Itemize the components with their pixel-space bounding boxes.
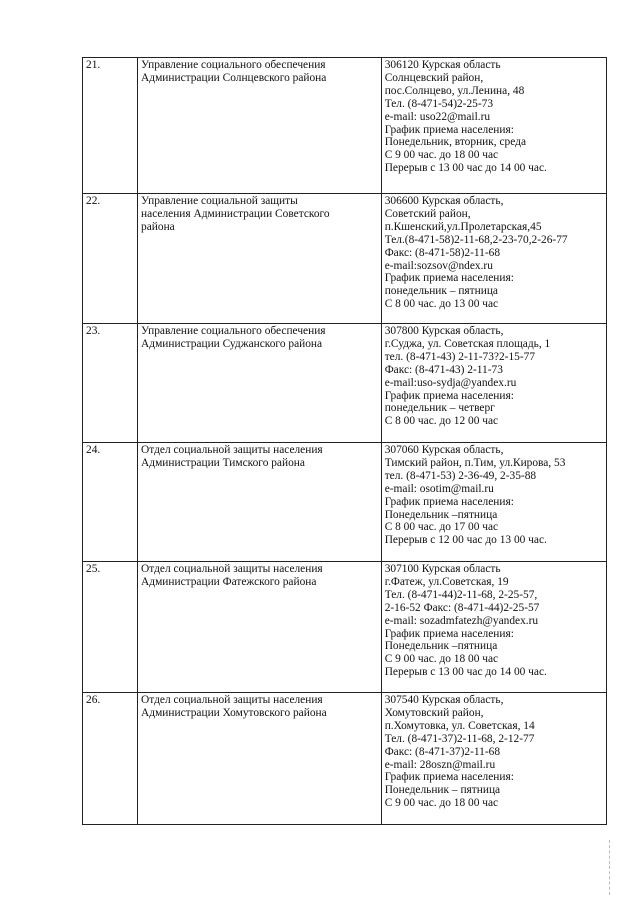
email-line: e-mail:uso-sydja@yandex.ru [384,376,517,389]
address-line: 306600 Курская область, [384,195,504,207]
schedule-hours: С 8 00 час. до 12 00 час [384,415,499,428]
email-line: e-mail: 28oszn@mail.ru [384,758,496,771]
phone-line: Тел.(8-471-58)2-11-68,2-23-70,2-26-77 [384,233,568,246]
address-line: 307060 Курская область, [384,444,504,456]
schedule-days: понедельник – четверг [384,402,495,415]
schedule-days: Понедельник – пятница [384,784,501,797]
schedule-hours: С 8 00 час. до 13 00 час [384,298,499,311]
phone-line: тел. (8-471-43) 2-11-73?2-15-77 [384,350,536,363]
phone-line: тел. (8-471-53) 2-36-49, 2-35-88 [384,469,537,482]
schedule-heading: График приема населения: [384,495,514,508]
organization-name: Отдел социальной защиты населения Администрации Тимского района [138,443,382,562]
schedule-days: Понедельник, вторник, среда [384,136,527,149]
email-line: e-mail: sozadmfatezh@yandex.ru [384,614,539,627]
organization-name: Управление социального обеспечения Администрации Солнцевского района [138,58,382,194]
organization-name: Отдел социальной защиты населения Администрации Хомутовского района [138,693,382,825]
schedule-heading: График приема населения: [384,272,514,285]
address-line: пос.Солнцево, ул.Ленина, 48 [384,84,525,97]
address-line: 306120 Курская область [384,59,501,71]
address-line: 307540 Курская область, [384,694,504,706]
schedule-break: Перерыв с 13 00 час до 14 00 час. [384,666,547,679]
schedule-days: Понедельник –пятница [384,508,498,521]
contact-info [381,693,606,825]
contact-info [381,562,606,693]
email-line: e-mail: uso22@mail.ru [384,110,491,123]
email-line: e-mail: osotim@mail.ru [384,482,494,495]
fax-line: Факс: (8-471-58)2-11-68 [384,246,501,259]
schedule-days: Понедельник –пятница [384,640,498,653]
phone-line: Тел. (8-471-44)2-11-68, 2-25-57, [384,588,538,601]
schedule-hours: С 9 00 час. до 18 00 час [384,653,499,666]
address-line: Солнцевский район, [384,71,484,84]
address-line: Советский район, [384,207,471,220]
table-row [83,324,607,443]
schedule-hours: С 9 00 час. до 18 00 час [384,797,499,810]
address-line: 307100 Курская область [384,563,501,575]
contact-info [381,58,606,194]
address-line: Хомутовский район, [384,706,484,719]
social-services-table [82,57,607,825]
row-number: 21. [83,58,138,194]
row-number: 22. [83,194,138,324]
table-row [83,58,607,194]
address-line: п.Кшенский,ул.Пролетарская,45 [384,220,542,233]
contact-info [381,443,606,562]
schedule-heading: График приема населения: [384,771,514,784]
schedule-break: Перерыв с 12 00 час до 13 00 час. [384,534,547,547]
phone-line: Тел. (8-471-54)2-25-73 [384,97,494,110]
contact-info [381,194,606,324]
address-line: п.Хомутовка, ул. Советская, 14 [384,719,535,732]
organization-name: Отдел социальной защиты населения Администрации Фатежского района [138,562,382,693]
scan-edge-mark [609,840,611,895]
address-line: г.Суджа, ул. Советская площадь, 1 [384,337,551,350]
row-number: 25. [83,562,138,693]
schedule-heading: График приема населения: [384,627,514,640]
contact-info [381,324,606,443]
phone-line: Тел. (8-471-37)2-11-68, 2-12-77 [384,732,535,745]
address-line: г.Фатеж, ул.Советская, 19 [384,575,509,588]
fax-line: Факс: (8-471-43) 2-11-73 [384,363,503,376]
table-row [83,443,607,562]
schedule-heading: График приема населения: [384,123,514,136]
fax-line: 2-16-52 Факс: (8-471-44)2-25-57 [384,601,540,614]
table-row [83,562,607,693]
schedule-break: Перерыв с 13 00 час до 14 00 час. [384,162,547,175]
address-line: Тимский район, п.Тим, ул.Кирова, 53 [384,456,566,469]
schedule-days: понедельник – пятница [384,285,498,298]
table-row [83,194,607,324]
row-number: 23. [83,324,138,443]
row-number: 26. [83,693,138,825]
fax-line: Факс: (8-471-37)2-11-68 [384,745,501,758]
schedule-heading: График приема населения: [384,389,514,402]
schedule-hours: С 8 00 час. до 17 00 час [384,521,499,534]
organization-name: Управление социального обеспечения Администрации Суджанского района [138,324,382,443]
row-number: 24. [83,443,138,562]
email-line: e-mail:sozsov@ndex.ru [384,259,493,272]
schedule-hours: С 9 00 час. до 18 00 час [384,149,499,162]
address-line: 307800 Курская область, [384,325,504,337]
table-row [83,693,607,825]
organization-name: Управление социальной защиты населения Администрации Советского района [138,194,382,324]
